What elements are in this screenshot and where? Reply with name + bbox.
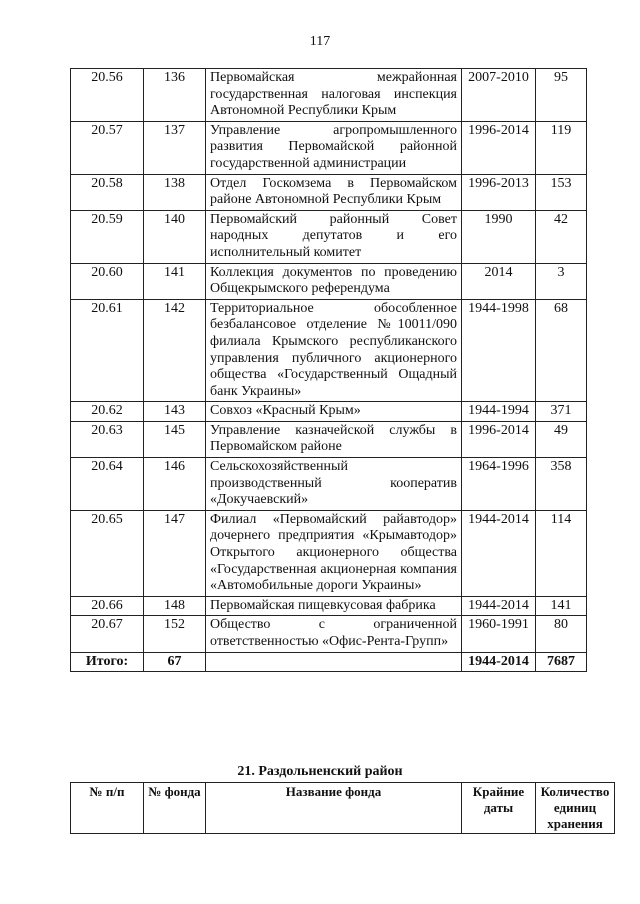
fund-number: 141 bbox=[144, 263, 206, 299]
fund-name: Управление казначейской службы в Первомайском районе bbox=[206, 421, 462, 457]
row-number: 20.63 bbox=[71, 421, 144, 457]
fund-number: 145 bbox=[144, 421, 206, 457]
fund-number: 138 bbox=[144, 174, 206, 210]
fund-name: Первомайская межрайонная государственная налоговая инспекция Автономной Республики Крым bbox=[206, 69, 462, 122]
row-number: 20.62 bbox=[71, 402, 144, 422]
unit-count: 141 bbox=[536, 596, 587, 616]
unit-count: 95 bbox=[536, 69, 587, 122]
date-range: 1944-1994 bbox=[462, 402, 536, 422]
fund-number: 147 bbox=[144, 510, 206, 596]
table-row bbox=[71, 616, 587, 652]
unit-count: 80 bbox=[536, 616, 587, 652]
table-row bbox=[71, 174, 587, 210]
unit-count: 42 bbox=[536, 210, 587, 263]
table-row bbox=[71, 210, 587, 263]
row-number: 20.57 bbox=[71, 121, 144, 174]
col-header-units: Количество единиц хранения bbox=[536, 783, 615, 834]
col-header-dates: Крайние даты bbox=[462, 783, 536, 834]
date-range: 2007-2010 bbox=[462, 69, 536, 122]
table-row bbox=[71, 121, 587, 174]
date-range: 1944-2014 bbox=[462, 596, 536, 616]
fund-name: Отдел Госкомзема в Первомайском районе Автономной Республики Крым bbox=[206, 174, 462, 210]
date-range: 1990 bbox=[462, 210, 536, 263]
table-row bbox=[71, 402, 587, 422]
fund-number: 136 bbox=[144, 69, 206, 122]
table-header-row bbox=[71, 783, 615, 834]
col-header-num: № п/п bbox=[71, 783, 144, 834]
table-row bbox=[71, 421, 587, 457]
date-range: 1996-2013 bbox=[462, 174, 536, 210]
date-range: 1996-2014 bbox=[462, 421, 536, 457]
date-range: 1944-2014 bbox=[462, 510, 536, 596]
total-fund-number: 67 bbox=[144, 652, 206, 672]
page-number: 117 bbox=[309, 34, 331, 49]
row-number: 20.66 bbox=[71, 596, 144, 616]
total-row-number: Итого: bbox=[71, 652, 144, 672]
unit-count: 153 bbox=[536, 174, 587, 210]
fund-name: Общество с ограниченной ответственностью «Офис-Рента-Групп» bbox=[206, 616, 462, 652]
date-range: 1944-1998 bbox=[462, 299, 536, 402]
fund-number: 143 bbox=[144, 402, 206, 422]
fund-number: 146 bbox=[144, 458, 206, 511]
section-heading: 21. Раздольненский район bbox=[237, 764, 403, 779]
table-row bbox=[71, 510, 587, 596]
fund-name: Управление агропромышленного развития Первомайской районной государственной администрации bbox=[206, 121, 462, 174]
unit-count: 3 bbox=[536, 263, 587, 299]
date-range: 1964-1996 bbox=[462, 458, 536, 511]
table-row bbox=[71, 263, 587, 299]
fund-name: Территориальное обособленное безбалансовое отделение №10011/090 филиала Крымского республиканского управления публичного акционерного общества «Государственный Ощадный банк Украины» bbox=[206, 299, 462, 402]
row-number: 20.56 bbox=[71, 69, 144, 122]
funds-table bbox=[70, 68, 587, 672]
total-unit-count: 7687 bbox=[536, 652, 587, 672]
unit-count: 371 bbox=[536, 402, 587, 422]
fund-number: 148 bbox=[144, 596, 206, 616]
table-row bbox=[71, 596, 587, 616]
unit-count: 68 bbox=[536, 299, 587, 402]
col-header-name: Название фонда bbox=[206, 783, 462, 834]
unit-count: 114 bbox=[536, 510, 587, 596]
date-range: 1960-1991 bbox=[462, 616, 536, 652]
row-number: 20.60 bbox=[71, 263, 144, 299]
unit-count: 358 bbox=[536, 458, 587, 511]
total-row bbox=[71, 652, 587, 672]
fund-name: Коллекция документов по проведению Общекрымского референдума bbox=[206, 263, 462, 299]
next-section-table-header bbox=[70, 782, 615, 834]
row-number: 20.58 bbox=[71, 174, 144, 210]
row-number: 20.59 bbox=[71, 210, 144, 263]
row-number: 20.65 bbox=[71, 510, 144, 596]
fund-name: Первомайский районный Совет народных депутатов и его исполнительный комитет bbox=[206, 210, 462, 263]
fund-number: 142 bbox=[144, 299, 206, 402]
fund-name: Первомайская пищевкусовая фабрика bbox=[206, 596, 462, 616]
unit-count: 49 bbox=[536, 421, 587, 457]
row-number: 20.64 bbox=[71, 458, 144, 511]
total-date-range: 1944-2014 bbox=[462, 652, 536, 672]
table-row bbox=[71, 299, 587, 402]
fund-number: 152 bbox=[144, 616, 206, 652]
row-number: 20.61 bbox=[71, 299, 144, 402]
col-header-fund: № фонда bbox=[144, 783, 206, 834]
fund-name: Сельскохозяйственный производственный кооператив «Докучаевский» bbox=[206, 458, 462, 511]
fund-number: 140 bbox=[144, 210, 206, 263]
fund-name: Филиал «Первомайский райавтодор» дочернего предприятия «Крымавтодор» Открытого акционерного общества «Государственная акционерная компания «Автомобильные дороги Украины» bbox=[206, 510, 462, 596]
unit-count: 119 bbox=[536, 121, 587, 174]
row-number: 20.67 bbox=[71, 616, 144, 652]
table-row bbox=[71, 69, 587, 122]
table-row bbox=[71, 458, 587, 511]
date-range: 1996-2014 bbox=[462, 121, 536, 174]
date-range: 2014 bbox=[462, 263, 536, 299]
fund-name: Совхоз «Красный Крым» bbox=[206, 402, 462, 422]
total-fund-name bbox=[206, 652, 462, 672]
fund-number: 137 bbox=[144, 121, 206, 174]
